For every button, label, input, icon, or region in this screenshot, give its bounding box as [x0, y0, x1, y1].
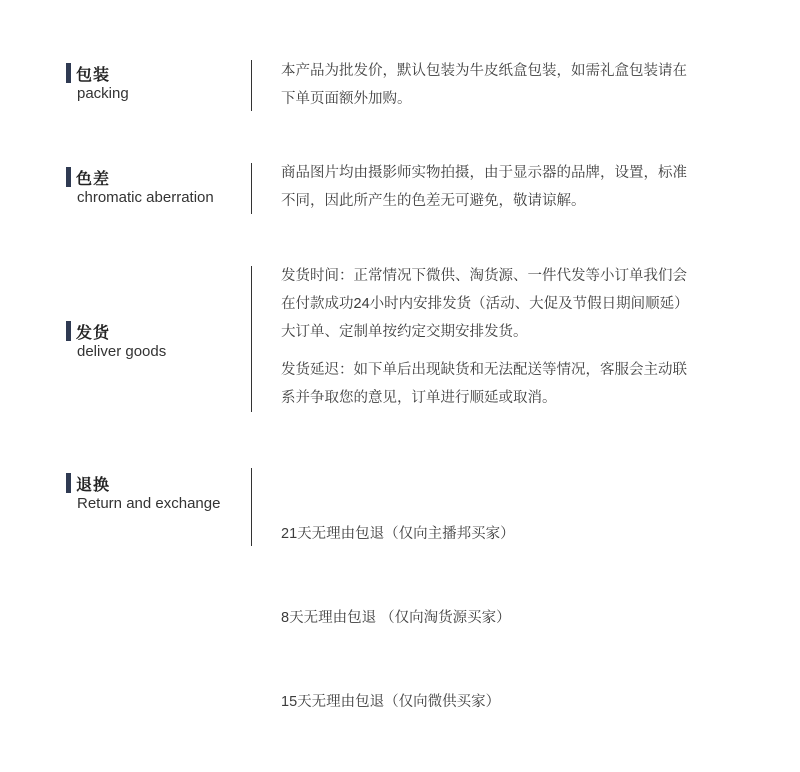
- paragraph: [281, 57, 741, 113]
- text-line: 商品图片均由摄影师实物拍摄，由于显示器的品牌，设置，标准: [281, 165, 687, 181]
- title-row: [66, 166, 214, 188]
- section-title-zh: 色差: [76, 170, 111, 188]
- section-content: [281, 464, 741, 772]
- text-line: 系并争取您的意见，订单进行顺延或取消。: [281, 390, 557, 406]
- text-line: 21天无理由包退（仅向主播邦买家）: [281, 526, 515, 542]
- section-label: [66, 320, 166, 360]
- section-label: [66, 62, 129, 102]
- text-line: 下单页面额外加购。: [281, 91, 412, 107]
- section-title-zh: 发货: [76, 324, 111, 342]
- section-title-en: Return and exchange: [77, 495, 221, 512]
- section-content: [281, 159, 741, 215]
- paragraph: [281, 262, 741, 346]
- section-title-zh: 退换: [76, 476, 111, 494]
- section-title-en: deliver goods: [77, 343, 167, 360]
- accent-bar-icon: [66, 63, 71, 83]
- title-row: [66, 320, 166, 342]
- text-line: 大订单、定制单按约定交期安排发货。: [281, 324, 528, 340]
- section-content: [281, 262, 741, 412]
- text-line: 发货时间：正常情况下微供、淘货源、一件代发等小订单我们会: [281, 268, 687, 284]
- text-line: 15天无理由包退（仅向微供买家）: [281, 694, 501, 710]
- text-line: 8天无理由包退 （仅向淘货源买家）: [281, 610, 511, 626]
- text-line: 不同，因此所产生的色差无可避免，敬请谅解。: [281, 193, 586, 209]
- paragraph: [281, 159, 741, 215]
- section-content: [281, 57, 741, 113]
- section-title-en: chromatic aberration: [77, 189, 214, 206]
- accent-bar-icon: [66, 321, 71, 341]
- section-divider: [251, 163, 252, 214]
- section-title-en: packing: [77, 85, 129, 102]
- section-label: [66, 166, 214, 206]
- paragraph: [281, 464, 741, 772]
- title-row: [66, 62, 129, 84]
- section-divider: [251, 468, 252, 546]
- accent-bar-icon: [66, 473, 71, 493]
- text-line: 在付款成功24小时内安排发货（活动、大促及节假日期间顺延）: [281, 296, 689, 312]
- section-title-zh: 包装: [76, 66, 111, 84]
- section-divider: [251, 266, 252, 412]
- title-row: [66, 472, 220, 494]
- text-line: 发货延迟：如下单后出现缺货和无法配送等情况，客服会主动联: [281, 362, 687, 378]
- section-label: [66, 472, 220, 512]
- accent-bar-icon: [66, 167, 71, 187]
- paragraph: [281, 356, 741, 412]
- text-line: 本产品为批发价，默认包装为牛皮纸盒包装，如需礼盒包装请在: [281, 63, 687, 79]
- section-divider: [251, 60, 252, 111]
